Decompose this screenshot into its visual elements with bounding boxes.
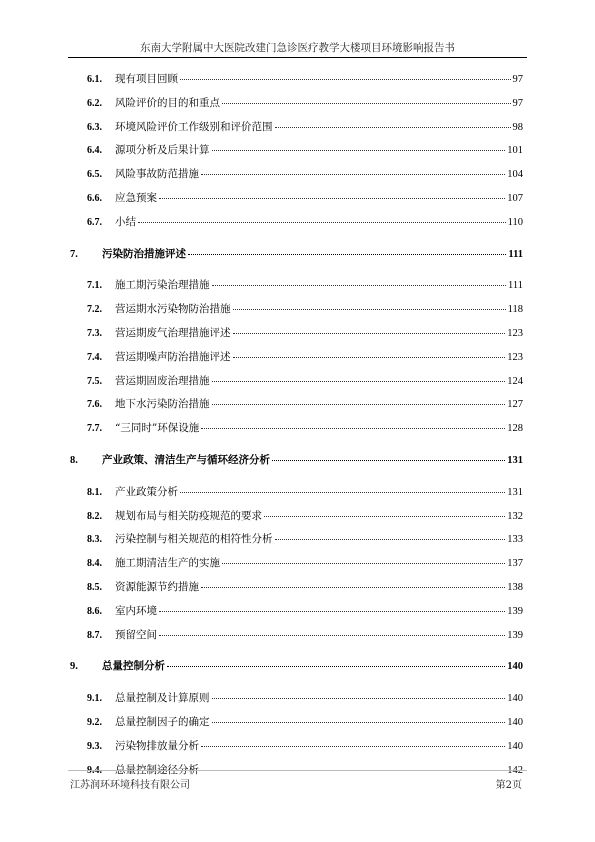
toc-section-entry[interactable] (87, 167, 523, 181)
toc-chapter-entry[interactable] (70, 247, 523, 261)
toc-entry-number: 8.2. (87, 510, 102, 522)
toc-chapter-entry[interactable] (70, 453, 523, 467)
toc-section-entry[interactable] (87, 302, 523, 316)
toc-entry-number: 7.7. (87, 423, 102, 435)
toc-entry-number: 6.7. (87, 216, 102, 228)
toc-entry-title: 风险事故防范措施 (115, 168, 199, 181)
toc-entry-number: 9.3. (87, 740, 102, 752)
toc-entry-page: 123 (507, 351, 523, 363)
toc-entry-number: 7.1. (87, 280, 102, 292)
toc-entry-page: 111 (508, 280, 523, 292)
toc-entry-page: 140 (507, 693, 523, 705)
toc-dot-leader (201, 174, 505, 175)
toc-entry-number: 6.6. (87, 193, 102, 204)
toc-dot-leader (180, 492, 505, 493)
toc-entry-title: 应急预案 (115, 192, 157, 204)
toc-entry-title: 预留空间 (115, 628, 157, 641)
toc-entry-number: 8.7. (87, 629, 102, 641)
toc-entry-title: 营运期水污染物防治措施 (115, 303, 231, 316)
toc-entry-title: 规划布局与相关防疫规范的要求 (115, 509, 262, 522)
toc-entry-title: 总量控制分析 (102, 660, 165, 673)
toc-dot-leader (212, 698, 506, 699)
toc-section-entry[interactable] (87, 691, 523, 705)
toc-entry-title: 小结 (115, 215, 136, 228)
toc-dot-leader (222, 563, 505, 564)
toc-dot-leader (275, 539, 506, 540)
toc-entry-title: 环境风险评价工作级别和评价范围 (115, 120, 273, 133)
toc-entry-number: 7. (70, 248, 78, 260)
toc-entry-number: 8.4. (87, 558, 102, 570)
toc-section-entry[interactable] (87, 604, 523, 618)
toc-entry-number: 8.5. (87, 582, 102, 593)
toc-section-entry[interactable] (87, 421, 523, 435)
toc-section-entry[interactable] (87, 278, 523, 292)
toc-entry-page: 127 (507, 399, 523, 411)
toc-entry-number: 7.5. (87, 375, 102, 387)
toc-entry-title: 总量控制因子的确定 (115, 716, 210, 728)
toc-section-entry[interactable] (87, 215, 523, 229)
toc-dot-leader (212, 150, 506, 151)
toc-entry-title: 营运期固废治理措施 (115, 374, 210, 387)
toc-section-entry[interactable] (87, 374, 523, 388)
toc-entry-page: 123 (507, 328, 523, 339)
toc-dot-leader (272, 460, 505, 461)
toc-dot-leader (212, 381, 506, 382)
toc-section-entry[interactable] (87, 509, 523, 523)
toc-entry-title: 现有项目回顾 (115, 73, 178, 85)
toc-section-entry[interactable] (87, 72, 523, 86)
toc-entry-number: 7.6. (87, 399, 102, 411)
toc-dot-leader (201, 587, 505, 588)
toc-entry-number: 7.3. (87, 328, 102, 339)
toc-entry-page: 124 (507, 375, 523, 387)
toc-entry-page: 128 (507, 423, 523, 435)
toc-entry-number: 9.4. (87, 764, 102, 776)
toc-entry-number: 6.5. (87, 169, 102, 181)
toc-dot-leader (233, 357, 506, 358)
toc-dot-leader (159, 635, 505, 636)
toc-entry-title: “三同时”环保设施 (115, 422, 200, 435)
toc-entry-title: 污染控制与相关规范的相符性分析 (115, 533, 273, 546)
header-divider (68, 57, 527, 58)
toc-entry-page: 139 (507, 629, 523, 641)
toc-entry-page: 98 (512, 121, 523, 133)
toc-entry-title: 施工期清洁生产的实施 (115, 557, 220, 570)
toc-entry-number: 9. (70, 661, 78, 673)
toc-entry-page: 107 (507, 193, 523, 204)
toc-dot-leader (212, 722, 506, 723)
toc-entry-page: 140 (507, 661, 523, 673)
toc-dot-leader (212, 285, 507, 286)
toc-dot-leader (264, 516, 505, 517)
toc-section-entry[interactable] (87, 556, 523, 570)
toc-entry-number: 8.6. (87, 605, 102, 617)
toc-entry-number: 9.1. (87, 693, 102, 705)
toc-entry-title: 污染防治措施评述 (102, 247, 186, 260)
toc-section-entry[interactable] (87, 715, 523, 729)
toc-entry-page: 111 (508, 248, 523, 260)
toc-section-entry[interactable] (87, 739, 523, 753)
toc-entry-title: 室内环境 (115, 604, 157, 617)
toc-section-entry[interactable] (87, 532, 523, 546)
toc-section-entry[interactable] (87, 96, 523, 110)
toc-entry-number: 6.3. (87, 121, 102, 133)
toc-dot-leader (222, 103, 511, 104)
toc-section-entry[interactable] (87, 120, 523, 134)
toc-entry-page: 133 (507, 534, 523, 546)
toc-dot-leader (138, 222, 506, 223)
toc-entry-number: 8.1. (87, 486, 102, 498)
toc-dot-leader (188, 254, 506, 255)
toc-entry-page: 139 (507, 605, 523, 617)
toc-entry-page: 110 (507, 216, 523, 228)
toc-entry-number: 8.3. (87, 534, 102, 546)
toc-entry-number: 7.2. (87, 304, 102, 316)
toc-entry-title: 污染物排放量分析 (115, 739, 199, 752)
toc-entry-title: 地下水污染防治措施 (115, 398, 210, 411)
toc-dot-leader (275, 127, 511, 128)
toc-dot-leader (233, 309, 506, 310)
toc-section-entry[interactable] (87, 143, 523, 157)
toc-entry-title: 产业政策分析 (115, 485, 178, 498)
toc-entry-title: 风险评价的目的和重点 (115, 96, 220, 109)
footer-company: 江苏润环环境科技有限公司 (70, 780, 190, 791)
footer-page-number: 第2页 (495, 780, 522, 791)
toc-entry-number: 8. (70, 455, 78, 466)
toc-entry-title: 施工期污染治理措施 (115, 279, 210, 292)
footer-divider (68, 770, 527, 771)
page-header-title: 东南大学附属中大医院改建门急诊医疗教学大楼项目环境影响报告书 (140, 42, 455, 54)
toc-dot-leader (167, 666, 505, 667)
toc-entry-title: 营运期噪声防治措施评述 (115, 350, 231, 363)
toc-entry-page: 138 (507, 582, 523, 593)
toc-entry-page: 118 (507, 304, 523, 316)
toc-section-entry[interactable] (87, 326, 523, 340)
toc-section-entry[interactable] (87, 628, 523, 642)
toc-dot-leader (201, 746, 505, 747)
toc-entry-title: 源项分析及后果计算 (115, 144, 210, 157)
toc-entry-title: 营运期废气治理措施评述 (115, 327, 231, 339)
toc-dot-leader (212, 404, 506, 405)
toc-dot-leader (201, 428, 505, 429)
toc-entry-title: 总量控制途径分析 (115, 763, 199, 776)
toc-entry-page: 140 (507, 717, 523, 728)
toc-entry-page: 131 (507, 486, 523, 498)
toc-section-entry[interactable] (87, 191, 523, 205)
toc-entry-number: 9.2. (87, 717, 102, 728)
toc-entry-title: 资源能源节约措施 (115, 581, 199, 593)
toc-chapter-entry[interactable] (70, 659, 523, 673)
toc-entry-page: 104 (507, 169, 523, 181)
toc-entry-page: 142 (507, 764, 523, 776)
toc-dot-leader (159, 198, 505, 199)
toc-section-entry[interactable] (87, 580, 523, 594)
toc-entry-number: 6.2. (87, 97, 102, 109)
toc-entry-number: 7.4. (87, 351, 102, 363)
toc-entry-page: 131 (507, 455, 523, 466)
toc-section-entry[interactable] (87, 397, 523, 411)
toc-entry-page: 140 (507, 740, 523, 752)
toc-dot-leader (180, 79, 511, 80)
toc-entry-number: 6.4. (87, 145, 102, 157)
toc-entry-page: 97 (512, 97, 523, 109)
toc-entry-page: 137 (507, 558, 523, 570)
toc-dot-leader (159, 611, 505, 612)
toc-dot-leader (233, 333, 506, 334)
toc-section-entry[interactable] (87, 485, 523, 499)
toc-entry-title: 总量控制及计算原则 (115, 692, 210, 705)
toc-entry-page: 101 (507, 145, 523, 157)
toc-entry-page: 132 (507, 510, 523, 522)
toc-section-entry[interactable] (87, 350, 523, 364)
toc-entry-title: 产业政策、清洁生产与循环经济分析 (102, 454, 270, 466)
toc-entry-page: 97 (512, 74, 523, 85)
toc-entry-number: 6.1. (87, 74, 102, 85)
